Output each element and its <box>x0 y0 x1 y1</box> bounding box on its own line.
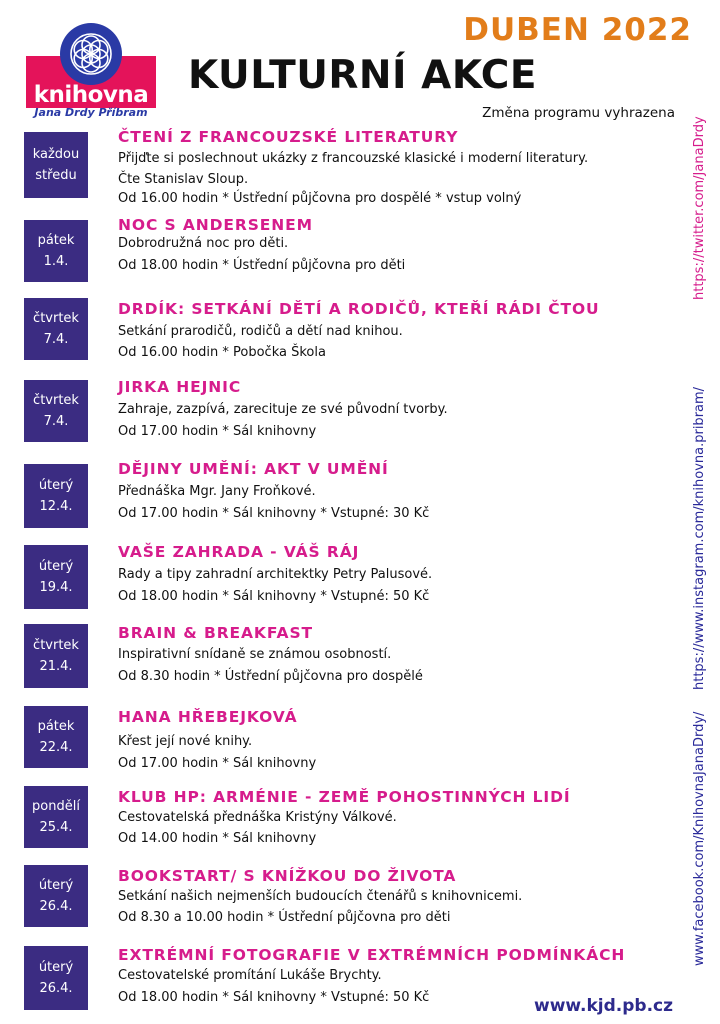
event-title: ČTENÍ Z FRANCOUZSKÉ LITERATURY <box>118 128 459 146</box>
event-date-box <box>24 220 88 282</box>
program-disclaimer: Změna programu vyhrazena <box>482 105 675 121</box>
event-description: Přijďte si poslechnout ukázky z francouzské klasické i moderní literatury. <box>118 151 589 166</box>
event-date: 1.4. <box>43 254 69 269</box>
event-day: pondělí <box>32 799 80 814</box>
event-date-box <box>24 132 88 198</box>
event-date-box <box>24 298 88 360</box>
event-description: Setkání našich nejmenších budoucích čtenářů s knihovnicemi. <box>118 889 523 904</box>
month-heading: DUBEN 2022 <box>463 12 692 48</box>
event-date: středu <box>35 168 77 183</box>
event-description: Přednáška Mgr. Jany Froňkové. <box>118 484 316 499</box>
event-day: úterý <box>38 878 74 893</box>
event-description: Rady a tipy zahradní architektky Petry Palusové. <box>118 567 433 582</box>
event-day: čtvrtek <box>33 311 79 326</box>
event-title: NOC S ANDERSENEM <box>118 216 313 234</box>
facebook-link[interactable]: www.facebook.com/KnihovnaJanaDrdy/ <box>692 711 707 966</box>
social-links <box>686 0 716 1024</box>
event-description: Inspirativní snídaně se známou osobností. <box>118 647 392 662</box>
event-details: Od 17.00 hodin * Sál knihovny * Vstupné: 30 Kč <box>118 506 430 521</box>
event-title: HANA HŘEBEJKOVÁ <box>118 708 298 726</box>
event-day: čtvrtek <box>33 393 79 408</box>
event-date: 26.4. <box>39 981 73 996</box>
twitter-link[interactable]: https://twitter.com/JanaDrdy <box>692 116 707 300</box>
logo-word: knihovna <box>33 82 149 108</box>
event-date-box <box>24 624 88 688</box>
event-description: Křest její nové knihy. <box>118 734 253 749</box>
event-date-box <box>24 545 88 609</box>
event-description: Cestovatelské promítání Lukáše Brychty. <box>118 968 382 983</box>
event-details: Od 17.00 hodin * Sál knihovny <box>118 424 317 439</box>
event-date: 25.4. <box>39 820 73 835</box>
event-day: každou <box>32 147 80 162</box>
event-description: Zahraje, zazpívá, zarecituje ze své původní tvorby. <box>118 402 448 417</box>
event-title: VAŠE ZAHRADA - VÁŠ RÁJ <box>118 543 360 561</box>
event-date-box <box>24 946 88 1010</box>
event-date-box <box>24 706 88 768</box>
event-day: pátek <box>37 719 75 734</box>
event-date: 7.4. <box>43 414 69 429</box>
event-date: 21.4. <box>39 659 73 674</box>
page-title: KULTURNÍ AKCE <box>188 53 538 98</box>
event-title: DĚJINY UMĚNÍ: AKT V UMĚNÍ <box>118 460 389 478</box>
event-description: Setkání prarodičů, rodičů a dětí nad knihou. <box>118 324 403 339</box>
event-title: DRDÍK: SETKÁNÍ DĚTÍ A RODIČŮ, KTEŘÍ RÁDI ČTOU <box>118 300 600 318</box>
event-description: Dobrodružná noc pro děti. <box>118 236 289 251</box>
event-description: Cestovatelská přednáška Kristýny Válkové. <box>118 810 397 825</box>
event-details: Od 18.00 hodin * Ústřední půjčovna pro děti <box>118 258 406 273</box>
event-details: Od 8.30 a 10.00 hodin * Ústřední půjčovna pro děti <box>118 910 451 925</box>
event-details: Od 16.00 hodin * Pobočka Škola <box>118 345 326 360</box>
logo-subtitle: Jana Drdy Příbram <box>34 106 148 119</box>
event-date-box <box>24 786 88 848</box>
event-date: 7.4. <box>43 332 69 347</box>
event-title: JIRKA HEJNIC <box>118 378 242 396</box>
event-details: Od 14.00 hodin * Sál knihovny <box>118 831 317 846</box>
event-details: Od 17.00 hodin * Sál knihovny <box>118 756 317 771</box>
event-title: KLUB HP: ARMÉNIE - ZEMĚ POHOSTINNÝCH LIDÍ <box>118 788 571 806</box>
event-description: Čte Stanislav Sloup. <box>118 172 249 187</box>
event-date: 22.4. <box>39 740 73 755</box>
event-date-box <box>24 380 88 442</box>
event-title: BRAIN & BREAKFAST <box>118 624 313 642</box>
event-date-box <box>24 464 88 528</box>
event-day: pátek <box>37 233 75 248</box>
event-details: Od 8.30 hodin * Ústřední půjčovna pro dospělé <box>118 669 423 684</box>
event-date: 26.4. <box>39 899 73 914</box>
event-details: Od 18.00 hodin * Sál knihovny * Vstupné: 50 Kč <box>118 589 430 604</box>
event-date: 19.4. <box>39 580 73 595</box>
instagram-link[interactable]: https://www.instagram.com/knihovna.pribram/ <box>692 386 707 690</box>
event-title: BOOKSTART/ S KNÍŽKOU DO ŽIVOTA <box>118 867 457 885</box>
event-details: Od 16.00 hodin * Ústřední půjčovna pro dospělé * vstup volný <box>118 191 522 206</box>
event-day: úterý <box>38 559 74 574</box>
event-details: Od 18.00 hodin * Sál knihovny * Vstupné: 50 Kč <box>118 990 430 1005</box>
event-date: 12.4. <box>39 499 73 514</box>
event-day: úterý <box>38 960 74 975</box>
event-title: EXTRÉMNÍ FOTOGRAFIE V EXTRÉMNÍCH PODMÍNKÁCH <box>118 946 626 964</box>
event-day: úterý <box>38 478 74 493</box>
event-day: čtvrtek <box>33 638 79 653</box>
event-date-box <box>24 865 88 927</box>
website-link[interactable]: www.kjd.pb.cz <box>534 996 674 1016</box>
